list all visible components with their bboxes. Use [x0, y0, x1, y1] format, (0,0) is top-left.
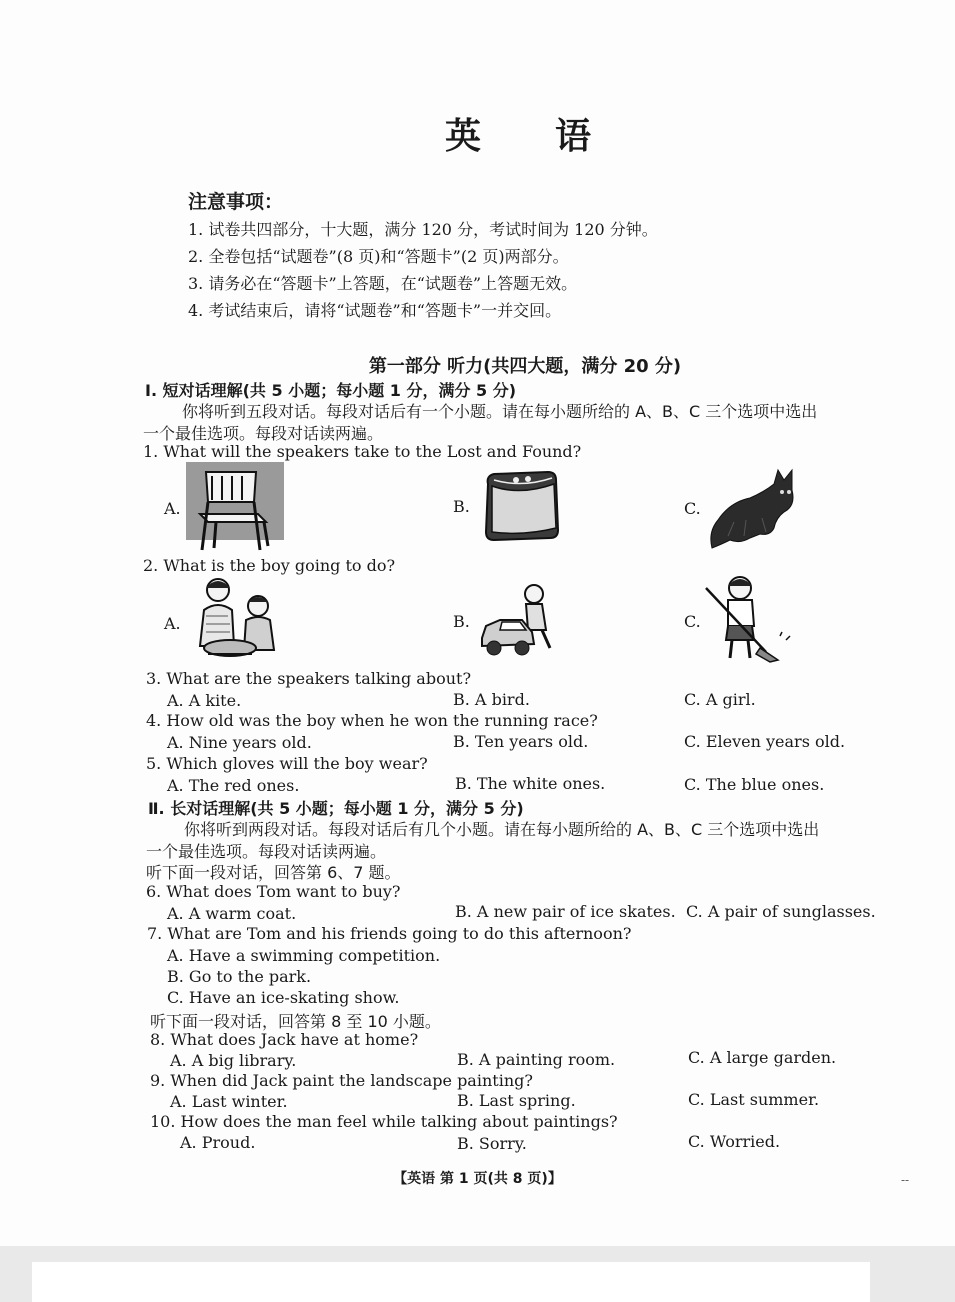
option-a: A. A kite. — [167, 691, 242, 710]
option-a: A. The red ones. — [167, 776, 300, 795]
option-label: C. — [684, 612, 701, 631]
option-c: C. Worried. — [688, 1132, 781, 1151]
title-char-2: 语 — [555, 115, 596, 157]
option-b: B. Last spring. — [457, 1091, 576, 1110]
notice-item: 2. 全卷包括“试题卷”(8 页)和“答题卡”(2 页)两部分。 — [188, 247, 569, 266]
option-c: C. A large garden. — [688, 1048, 837, 1067]
section-heading: Ⅱ. 长对话理解(共 5 小题；每小题 1 分，满分 5 分) — [148, 799, 524, 818]
option-b: B. A bird. — [453, 690, 530, 709]
instruction: 你将听到五段对话。每段对话后有一个小题。请在每小题所给的 A、B、C 三个选项中选出 — [182, 402, 818, 421]
notice-heading: 注意事项： — [188, 191, 284, 213]
option-b: B. A new pair of ice skates. — [455, 902, 676, 921]
page-title — [0, 108, 955, 159]
corner-mark: -- — [901, 1173, 910, 1187]
option-label: A. — [164, 499, 181, 518]
instruction: 一个最佳选项。每段对话读两遍。 — [143, 424, 384, 443]
cat-image — [704, 462, 798, 552]
question-6: 6. What does Tom want to buy? — [146, 882, 401, 901]
option-label: B. — [453, 612, 470, 631]
question-10: 10. How does the man feel while talking about paintings? — [150, 1112, 618, 1131]
question-2: 2. What is the boy going to do? — [143, 556, 396, 575]
option-b: B. The white ones. — [455, 774, 606, 793]
question-9: 9. When did Jack paint the landscape painting? — [150, 1071, 533, 1090]
option-b: B. Go to the park. — [167, 967, 312, 986]
part-heading: 第一部分 听力(共四大题，满分 20 分) — [368, 356, 682, 377]
option-a: A. A warm coat. — [167, 904, 297, 923]
option-label: C. — [684, 499, 701, 518]
section-heading: Ⅰ. 短对话理解(共 5 小题；每小题 1 分，满分 5 分) — [145, 381, 517, 400]
option-c: C. The blue ones. — [684, 775, 825, 794]
wallet-image — [478, 466, 562, 544]
option-c: C. Last summer. — [688, 1090, 820, 1109]
title-char-1: 英 — [444, 115, 485, 157]
option-c: C. Have an ice-skating show. — [167, 988, 400, 1007]
option-a: A. Nine years old. — [167, 733, 312, 752]
sweeping-image — [704, 574, 802, 664]
option-a: A. Have a swimming competition. — [167, 946, 441, 965]
option-c: C. A girl. — [684, 690, 756, 709]
question-4: 4. How old was the boy when he won the running race? — [146, 711, 598, 730]
question-1: 1. What will the speakers take to the Lost and Found? — [143, 442, 582, 461]
option-c: C. A pair of sunglasses. — [686, 902, 876, 921]
sub-instruction: 听下面一段对话，回答第 6、7 题。 — [146, 863, 401, 882]
question-7: 7. What are Tom and his friends going to do this afternoon? — [147, 924, 632, 943]
option-b: B. A painting room. — [457, 1050, 616, 1069]
instruction: 一个最佳选项。每段对话读两遍。 — [146, 842, 387, 861]
instruction: 你将听到两段对话。每段对话后有几个小题。请在每小题所给的 A、B、C 三个选项中选出 — [184, 820, 820, 839]
question-8: 8. What does Jack have at home? — [150, 1030, 419, 1049]
option-a: A. Proud. — [180, 1133, 256, 1152]
chair-image — [186, 462, 284, 552]
option-b: B. Ten years old. — [453, 732, 589, 751]
baking-image — [188, 576, 284, 662]
question-5: 5. Which gloves will the boy wear? — [146, 754, 428, 773]
notice-item: 3. 请务必在“答题卡”上答题，在“试题卷”上答题无效。 — [188, 274, 578, 293]
option-a: A. Last winter. — [170, 1092, 288, 1111]
page-footer: 【英语 第 1 页(共 8 页)】 — [393, 1171, 562, 1187]
option-label: A. — [164, 614, 181, 633]
option-label: B. — [453, 497, 470, 516]
option-a: A. A big library. — [170, 1051, 297, 1070]
toy-car-image — [476, 582, 560, 660]
option-b: B. Sorry. — [457, 1134, 527, 1153]
sub-instruction: 听下面一段对话，回答第 8 至 10 小题。 — [150, 1012, 441, 1031]
question-3: 3. What are the speakers talking about? — [146, 669, 472, 688]
notice-item: 4. 考试结束后，请将“试题卷”和“答题卡”一并交回。 — [188, 301, 562, 320]
notice-item: 1. 试卷共四部分，十大题，满分 120 分，考试时间为 120 分钟。 — [188, 220, 658, 239]
option-c: C. Eleven years old. — [684, 732, 846, 751]
next-page-edge — [32, 1262, 870, 1302]
